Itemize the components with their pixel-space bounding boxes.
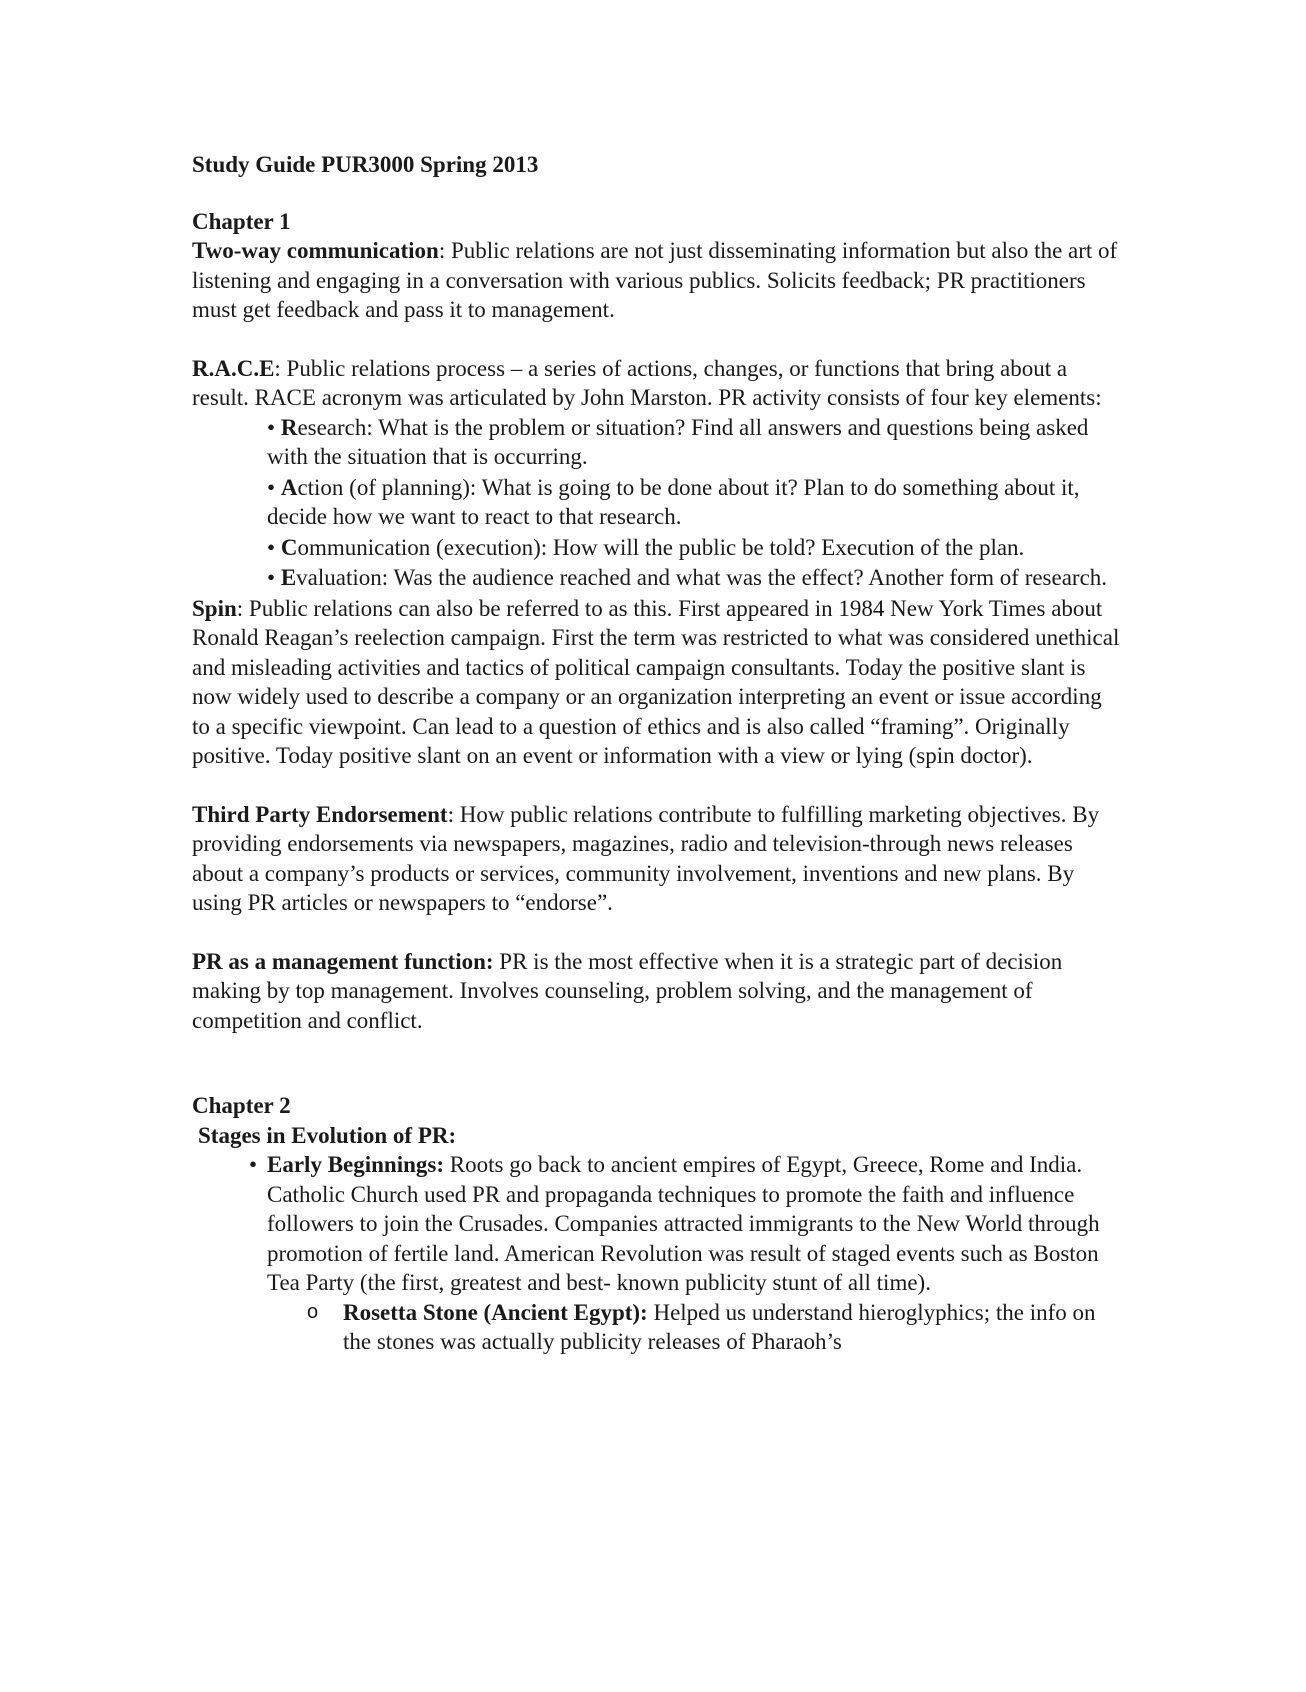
chapter-2-heading: Chapter 2 xyxy=(192,1093,291,1118)
two-way-communication-term: Two-way communication xyxy=(192,238,439,263)
race-item-lead: A xyxy=(280,474,298,500)
spin-paragraph xyxy=(192,594,1122,771)
sub-item-term: Rosetta Stone (Ancient Egypt): xyxy=(343,1299,648,1325)
stage-term: Early Beginnings: xyxy=(267,1152,445,1177)
race-elements-list xyxy=(192,413,1122,593)
race-item-lead: E xyxy=(280,565,297,590)
race-item-lead: R xyxy=(280,414,298,440)
management-function-text: PR is the most effective when it is a strategic part of decision making by top management. Involves counseling, problem solving, and the management of competition and conflict. xyxy=(192,948,1063,1033)
bullet-icon: • xyxy=(267,534,281,560)
spin-text: : Public relations can also be referred to as this. First appeared in 1984 New York Times about Ronald Reagan’s reelection campaign. First the term was restricted to what was considered unethical and misleading activities and tactics of political campaign consultants. Today the positive slant is now widely used to describe a company or an organization interpreting an event or issue according to a specific viewpoint. Can lead to a question of ethics and is also called “framing”. Originally positive. Today positive slant on an event or information with a view or lying (spin doctor). xyxy=(192,595,1120,768)
stage-item-early-beginnings xyxy=(249,1150,1122,1357)
race-item-text: ommunication (execution): How will the public be told? Execution of the plan. xyxy=(297,534,1025,560)
document-title: Study Guide PUR3000 Spring 2013 xyxy=(192,152,539,177)
third-party-endorsement-paragraph xyxy=(192,800,1122,918)
race-item-text: ction (of planning): What is going to be done about it? Plan to do something about it, decide how we want to react to that research. xyxy=(267,474,1080,529)
bullet-icon: • xyxy=(267,414,281,440)
third-party-endorsement-text: : How public relations contribute to fulfilling marketing objectives. By providing endorsements via newspapers, magazines, radio and television-through news releases about a company’s products or services, community involvement, inventions and new plans. By using PR articles or newspapers to “endorse”. xyxy=(192,801,1100,915)
race-item-action xyxy=(267,473,1122,532)
race-item-evaluation xyxy=(267,563,1122,593)
race-text: : Public relations process – a series of actions, changes, or functions that bring about a result. RACE acronym was articulated by John Marston. PR activity consists of four key elements: xyxy=(192,355,1102,410)
race-paragraph xyxy=(192,354,1122,413)
two-way-communication-text: : Public relations are not just disseminating information but also the art of listening and engaging in a conversation with various publics. Solicits feedback; PR practitioners must get feedback and pass it to management. xyxy=(192,238,1118,322)
race-item-lead: C xyxy=(280,534,298,560)
management-function-term: PR as a management function: xyxy=(192,948,494,974)
race-item-text: esearch: What is the problem or situation? Find all answers and questions being asked with the situation that is occurring. xyxy=(267,414,1089,469)
spin-term: Spin xyxy=(192,595,237,621)
management-function-paragraph xyxy=(192,947,1122,1036)
bullet-icon: • xyxy=(249,1152,258,1177)
sub-item-text: Helped us understand hieroglyphics; the info on the stones was actually publicity releases of Pharaoh’s xyxy=(343,1299,1096,1354)
sub-item-rosetta-stone xyxy=(307,1298,1122,1357)
stages-heading: Stages in Evolution of PR: xyxy=(198,1122,457,1148)
section-spacer xyxy=(192,1035,1122,1091)
bullet-icon: • xyxy=(267,565,281,590)
chapter-1-heading: Chapter 1 xyxy=(192,208,291,234)
third-party-endorsement-term: Third Party Endorsement xyxy=(192,801,448,827)
stage-sub-list xyxy=(267,1298,1122,1357)
stages-list xyxy=(192,1150,1122,1357)
circle-bullet-icon: o xyxy=(307,1300,319,1323)
race-item-text: valuation: Was the audience reached and what was the effect? Another form of research. xyxy=(296,565,1108,590)
two-way-communication-paragraph xyxy=(192,236,1122,325)
race-term: R.A.C.E xyxy=(192,355,275,381)
race-item-research xyxy=(267,413,1122,472)
bullet-icon: • xyxy=(267,474,281,500)
race-item-communication xyxy=(267,533,1122,563)
document-page xyxy=(192,150,1122,1357)
stage-text: Roots go back to ancient empires of Egypt, Greece, Rome and India. Catholic Church used PR and propaganda techniques to promote the faith and influence followers to join the Crusades. Companies attracted immigrants to the New World through promotion of fertile land. American Revolution was result of staged events such as Boston Tea Party (the first, greatest and best- known publicity stunt of all time). xyxy=(267,1152,1100,1295)
